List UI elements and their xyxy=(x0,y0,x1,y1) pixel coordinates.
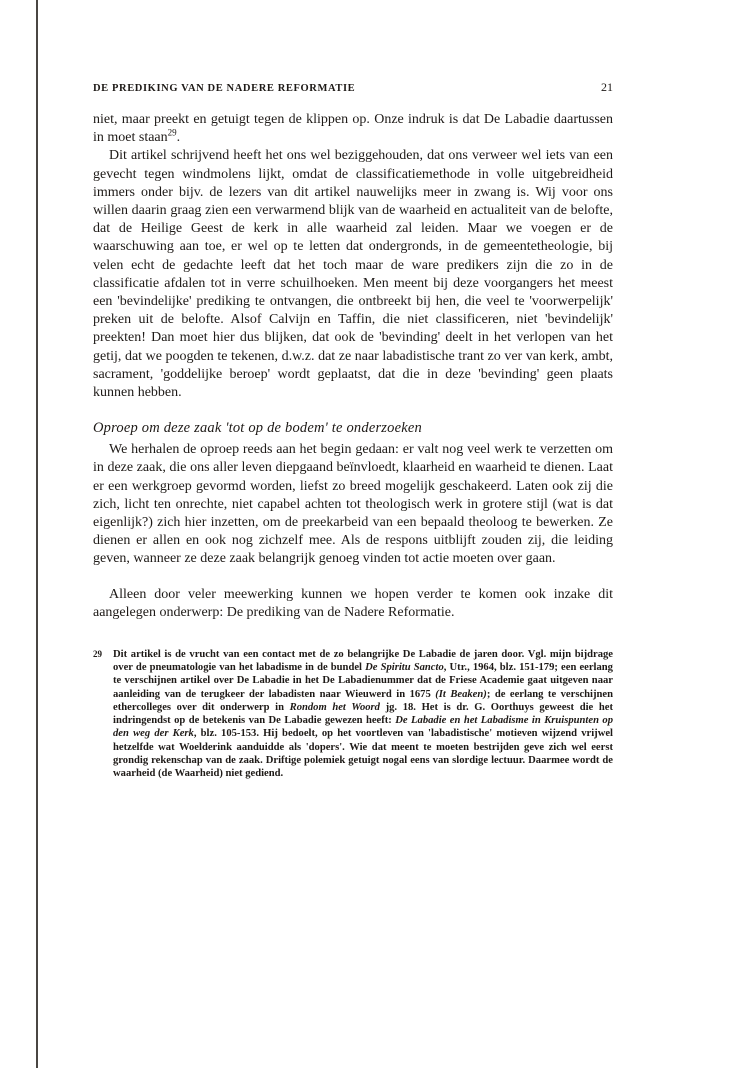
footnote-reference[interactable]: 29 xyxy=(167,127,177,138)
paragraph-4: Alleen door veler meewerking kunnen we hopen verder te komen ook inzake dit aangelegen onderwerp: De prediking van de Nadere Reformatie. xyxy=(93,586,613,620)
running-title: DE PREDIKING VAN DE NADERE REFORMATIE xyxy=(93,83,356,94)
document-page xyxy=(93,80,613,780)
main-text xyxy=(93,111,613,622)
paragraph-2: Dit artikel schrijvend heeft het ons wel beziggehouden, dat ons verweer wel iets van een gevecht tegen windmolens lijkt, omdat de classificatiemethode in volle uitgebreidheid immers onder bijv. de lezers van dit artikel nauwelijks meer in zwang is. Wij voor ons willen daarin graag zien een verwarmend blijk van de waarheid en actualiteit van de belofte, dat de Heilige Geest de kerk in alle waarheid zal leiden. Maar we voegen er de waarschuwing aan toe, er wel op te letten dat ondergronds, in de gemeentetheologie, bij velen echt de gedachte leeft dat het toch maar de ware predikers zijn die zo in de classificatie afdalen tot in verre schuilhoeken. Men meent bij deze voorgangers het meest een 'bevindelijke' prediking te ontvangen, die ontbreekt bij hen, die veel te 'voorwerpelijk' preken uit de belofte. Alsof Calvijn en Taffin, die niet classificeren, niet 'bevindelijk' preekten! Dan moet hier dus blijken, dat ook de 'bevinding' deelt in het verlopen van het getij, dat we poogden te tekenen, d.w.z. dat ze naar labadistische trant zo ver van kerk, ambt, sacrament, 'goddelijke beroep' wordt geplaatst, dat die in deze 'bevinding' geen plaats kunnen hebben. xyxy=(93,148,613,401)
page-number: 21 xyxy=(601,80,613,94)
footnote-number: 29 xyxy=(93,649,102,660)
paragraph-1: niet, maar preekt en getuigt tegen de klippen op. Onze indruk is dat De Labadie daartussen in moet staan$^{29}$. xyxy=(93,112,613,146)
footnote: 29 Dit artikel is de vrucht van een contact met de zo belangrijke De Labadie de jaren door. Vgl. mijn bijdrage over de pneumatologie van het labadisme in de bundel De Spiritu Sancto, Utr., 1964, blz. 151-179; een eerlang te verschijnen artikel over De Labadie in het De Labadienummer dat de Friese Academie gaat uitgeven naar aanleiding van de terugkeer der labadisten naar Wieuwerd in 1675 (It Beaken); de eerlang te verschijnen ethercolleges over dit onderwerp in Rondom het Woord jg. 18. Het is dr. G. Oorthuys geweest die het indringendst op de betekenis van De Labadie gewezen heeft: De Labadie en het Labadisme in Kruispunten op den weg der Kerk, blz. 105-153. Hij bedoelt, op het voortleven van 'labadistische' motieven wijzend vrijwel hetzelfde wat Woelderink aanduidde als 'dopers'. Wie dat meent te moeten bestrijden geve zich wel eerst grondig rekenschap van de zaak. Driftige polemiek getuigt nogal eens van slordige lectuur. Daarmee wordt de waarheid (de Waarheid) niet gediend. xyxy=(93,649,614,779)
section-heading: Oproep om deze zaak 'tot op de bodem' te onderzoeken xyxy=(93,420,422,437)
page-binding-edge xyxy=(36,0,38,1068)
running-header xyxy=(93,80,613,95)
paragraph-3: We herhalen de oproep reeds aan het begin gedaan: er valt nog veel werk te verzetten om in deze zaak, die ons aller leven diepgaand beïnvloedt, klaarheid en waarheid te dienen. Laat er een werkgroep gevormd worden, liefst zo breed mogelijk geschakeerd. Laten ook zij die zich, licht ten onrechte, niet capabel achten tot theologisch werk in grotere stijl (wat is dat eigenlijk?) zich hier inzetten, om de preekarbeid van een bepaald theoloog te bewerken. Ze dienen er allen en ook nog zichzelf mee. Als de respons uitblijft zouden zij, die leiding geven, wanneer ze deze zaak belangrijk genoeg vinden tot actie moeten over gaan. xyxy=(93,442,613,567)
